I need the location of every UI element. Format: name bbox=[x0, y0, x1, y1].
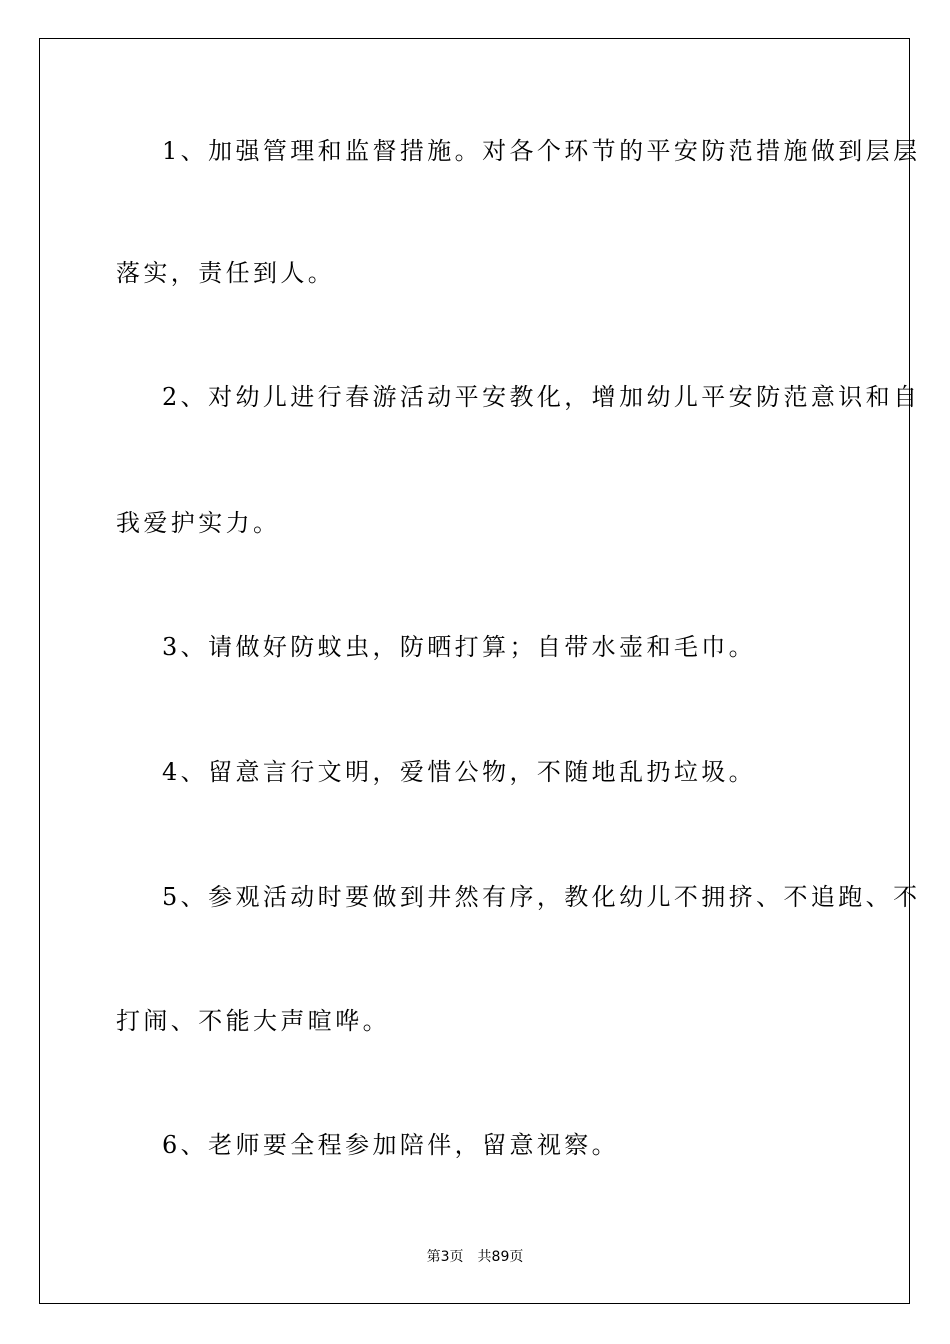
paragraph-line: 5、参观活动时要做到井然有序，教化幼儿不拥挤、不追跑、不 bbox=[162, 883, 921, 911]
paragraph-line: 2、对幼儿进行春游活动平安教化，增加幼儿平安防范意识和自 bbox=[162, 383, 921, 411]
paragraph-line: 1、加强管理和监督措施。对各个环节的平安防范措施做到层层 bbox=[162, 137, 921, 165]
page-number: 第3页 bbox=[426, 1249, 464, 1265]
paragraph-line: 3、请做好防蚊虫，防晒打算；自带水壶和毛巾。 bbox=[162, 633, 757, 661]
page-footer bbox=[0, 1248, 950, 1266]
paragraph-line: 6、老师要全程参加陪伴，留意视察。 bbox=[162, 1131, 620, 1159]
page-border bbox=[39, 38, 910, 1304]
paragraph-line: 我爱护实力。 bbox=[116, 509, 281, 537]
paragraph-line: 打闹、不能大声暄哗。 bbox=[116, 1007, 390, 1035]
paragraph-line: 4、留意言行文明，爱惜公物，不随地乱扔垃圾。 bbox=[162, 758, 757, 786]
page-total: 共89页 bbox=[477, 1249, 524, 1265]
paragraph-line: 落实，责任到人。 bbox=[116, 259, 336, 287]
